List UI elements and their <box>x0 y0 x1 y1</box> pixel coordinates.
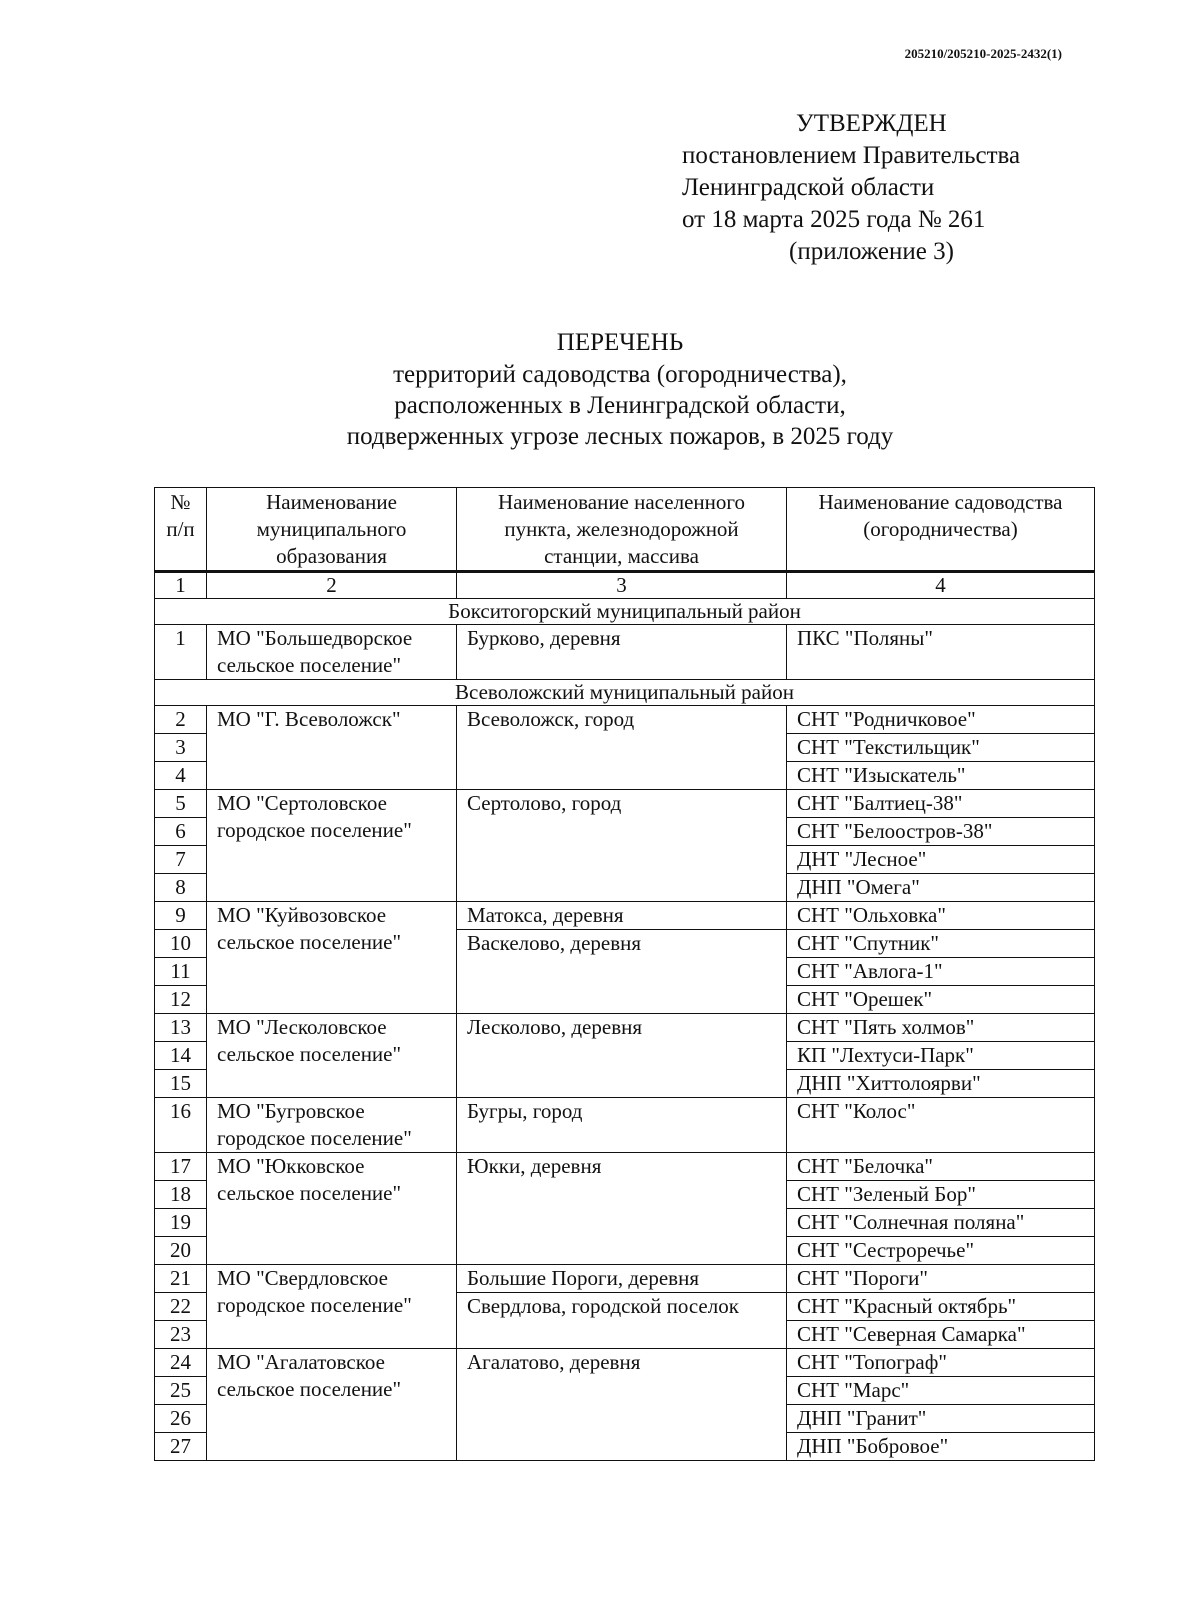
garden-name: СНТ "Северная Самарка" <box>787 1321 1095 1349</box>
table-row <box>155 1349 1095 1377</box>
row-number: 14 <box>155 1042 207 1070</box>
place-cell: Юкки, деревня <box>457 1153 787 1265</box>
title-line: подверженных угрозе лесных пожаров, в 2025 году <box>346 423 894 450</box>
garden-name: СНТ "Ольховка" <box>787 902 1095 930</box>
approval-line: от 18 марта 2025 года № 261 <box>682 206 986 233</box>
garden-name: СНТ "Марс" <box>787 1377 1095 1405</box>
garden-name: СНТ "Родничковое" <box>787 706 1095 734</box>
place-cell: Бугры, город <box>457 1098 787 1153</box>
district-name: Бокситогорский муниципальный район <box>155 599 1095 625</box>
garden-name: СНТ "Красный октябрь" <box>787 1293 1095 1321</box>
row-number: 10 <box>155 930 207 958</box>
row-number: 23 <box>155 1321 207 1349</box>
municipality-cell: МО "Куйвозовское сельское поселение" <box>207 902 457 1014</box>
row-number: 15 <box>155 1070 207 1098</box>
document-title <box>150 327 1090 452</box>
row-number: 19 <box>155 1209 207 1237</box>
row-number: 7 <box>155 846 207 874</box>
garden-name: СНТ "Топограф" <box>787 1349 1095 1377</box>
row-number: 4 <box>155 762 207 790</box>
garden-name: ДНП "Бобровое" <box>787 1433 1095 1461</box>
garden-name: СНТ "Зеленый Бор" <box>787 1181 1095 1209</box>
header-cell: Наименование садоводства (огородничества) <box>787 488 1095 572</box>
municipality-cell: МО "Агалатовское сельское поселение" <box>207 1349 457 1461</box>
header-cell: № п/п <box>155 488 207 572</box>
table-row <box>155 625 1095 680</box>
municipality-cell: МО "Г. Всеволожск" <box>207 706 457 790</box>
row-number: 21 <box>155 1265 207 1293</box>
row-number: 22 <box>155 1293 207 1321</box>
table-row <box>155 1153 1095 1181</box>
approval-line: постановлением Правительства <box>682 142 1021 169</box>
header-cell: Наименование муниципального образования <box>207 488 457 572</box>
place-cell: Всеволожск, город <box>457 706 787 790</box>
garden-name: ПКС "Поляны" <box>787 625 1095 680</box>
garden-name: СНТ "Изыскатель" <box>787 762 1095 790</box>
place-cell: Бурково, деревня <box>457 625 787 680</box>
garden-name: СНТ "Авлога-1" <box>787 958 1095 986</box>
approval-appendix: (приложение 3) <box>789 238 954 265</box>
column-number-row <box>155 572 1095 599</box>
garden-name: СНТ "Солнечная поляна" <box>787 1209 1095 1237</box>
garden-name: СНТ "Пять холмов" <box>787 1014 1095 1042</box>
row-number: 8 <box>155 874 207 902</box>
table-row <box>155 1098 1095 1153</box>
municipality-cell: МО "Бугровское городское поселение" <box>207 1098 457 1153</box>
row-number: 18 <box>155 1181 207 1209</box>
title-main: ПЕРЕЧЕНЬ <box>556 329 684 356</box>
place-cell: Лесколово, деревня <box>457 1014 787 1098</box>
title-line: расположенных в Ленинградской области, <box>394 392 846 419</box>
row-number: 17 <box>155 1153 207 1181</box>
row-number: 9 <box>155 902 207 930</box>
row-number: 6 <box>155 818 207 846</box>
garden-name: СНТ "Балтиец-38" <box>787 790 1095 818</box>
column-number: 2 <box>207 572 457 599</box>
municipality-cell: МО "Сертоловское городское поселение" <box>207 790 457 902</box>
column-number: 3 <box>457 572 787 599</box>
row-number: 12 <box>155 986 207 1014</box>
garden-name: СНТ "Текстильщик" <box>787 734 1095 762</box>
table-row <box>155 1014 1095 1042</box>
district-name: Всеволожский муниципальный район <box>155 680 1095 706</box>
table-row <box>155 706 1095 734</box>
garden-name: СНТ "Белочка" <box>787 1153 1095 1181</box>
municipality-cell: МО "Лесколовское сельское поселение" <box>207 1014 457 1098</box>
row-number: 24 <box>155 1349 207 1377</box>
header-cell: Наименование населенного пункта, железнодорожной станции, массива <box>457 488 787 572</box>
approval-line: Ленинградской области <box>682 174 935 201</box>
municipality-cell: МО "Юкковское сельское поселение" <box>207 1153 457 1265</box>
table-row <box>155 1265 1095 1293</box>
territories-table <box>154 487 1095 1461</box>
row-number: 2 <box>155 706 207 734</box>
row-number: 27 <box>155 1433 207 1461</box>
place-cell: Матокса, деревня <box>457 902 787 930</box>
garden-name: ДНП "Хиттолоярви" <box>787 1070 1095 1098</box>
row-number: 3 <box>155 734 207 762</box>
row-number: 20 <box>155 1237 207 1265</box>
district-row <box>155 680 1095 706</box>
title-line: территорий садоводства (огородничества), <box>393 361 847 388</box>
document-number: 205210/205210-2025-2432(1) <box>904 46 1062 61</box>
garden-name: ДНП "Омега" <box>787 874 1095 902</box>
approval-heading: УТВЕРЖДЕН <box>796 110 947 137</box>
garden-name: КП "Лехтуси-Парк" <box>787 1042 1095 1070</box>
table-header-row <box>155 488 1095 572</box>
row-number: 1 <box>155 625 207 680</box>
row-number: 26 <box>155 1405 207 1433</box>
garden-name: СНТ "Сестроречье" <box>787 1237 1095 1265</box>
row-number: 11 <box>155 958 207 986</box>
garden-name: ДНП "Гранит" <box>787 1405 1095 1433</box>
place-cell: Агалатово, деревня <box>457 1349 787 1461</box>
place-cell: Васкелово, деревня <box>457 930 787 1014</box>
table-row <box>155 790 1095 818</box>
row-number: 25 <box>155 1377 207 1405</box>
garden-name: СНТ "Пороги" <box>787 1265 1095 1293</box>
garden-name: СНТ "Орешек" <box>787 986 1095 1014</box>
garden-name: ДНТ "Лесное" <box>787 846 1095 874</box>
table-row <box>155 902 1095 930</box>
municipality-cell: МО "Большедворское сельское поселение" <box>207 625 457 680</box>
district-row <box>155 599 1095 625</box>
approval-stamp <box>682 108 1102 268</box>
place-cell: Сертолово, город <box>457 790 787 902</box>
row-number: 5 <box>155 790 207 818</box>
place-cell: Большие Пороги, деревня <box>457 1265 787 1293</box>
row-number: 16 <box>155 1098 207 1153</box>
place-cell: Свердлова, городской поселок <box>457 1293 787 1349</box>
garden-name: СНТ "Колос" <box>787 1098 1095 1153</box>
column-number: 4 <box>787 572 1095 599</box>
garden-name: СНТ "Спутник" <box>787 930 1095 958</box>
column-number: 1 <box>155 572 207 599</box>
row-number: 13 <box>155 1014 207 1042</box>
municipality-cell: МО "Свердловское городское поселение" <box>207 1265 457 1349</box>
garden-name: СНТ "Белоостров-38" <box>787 818 1095 846</box>
